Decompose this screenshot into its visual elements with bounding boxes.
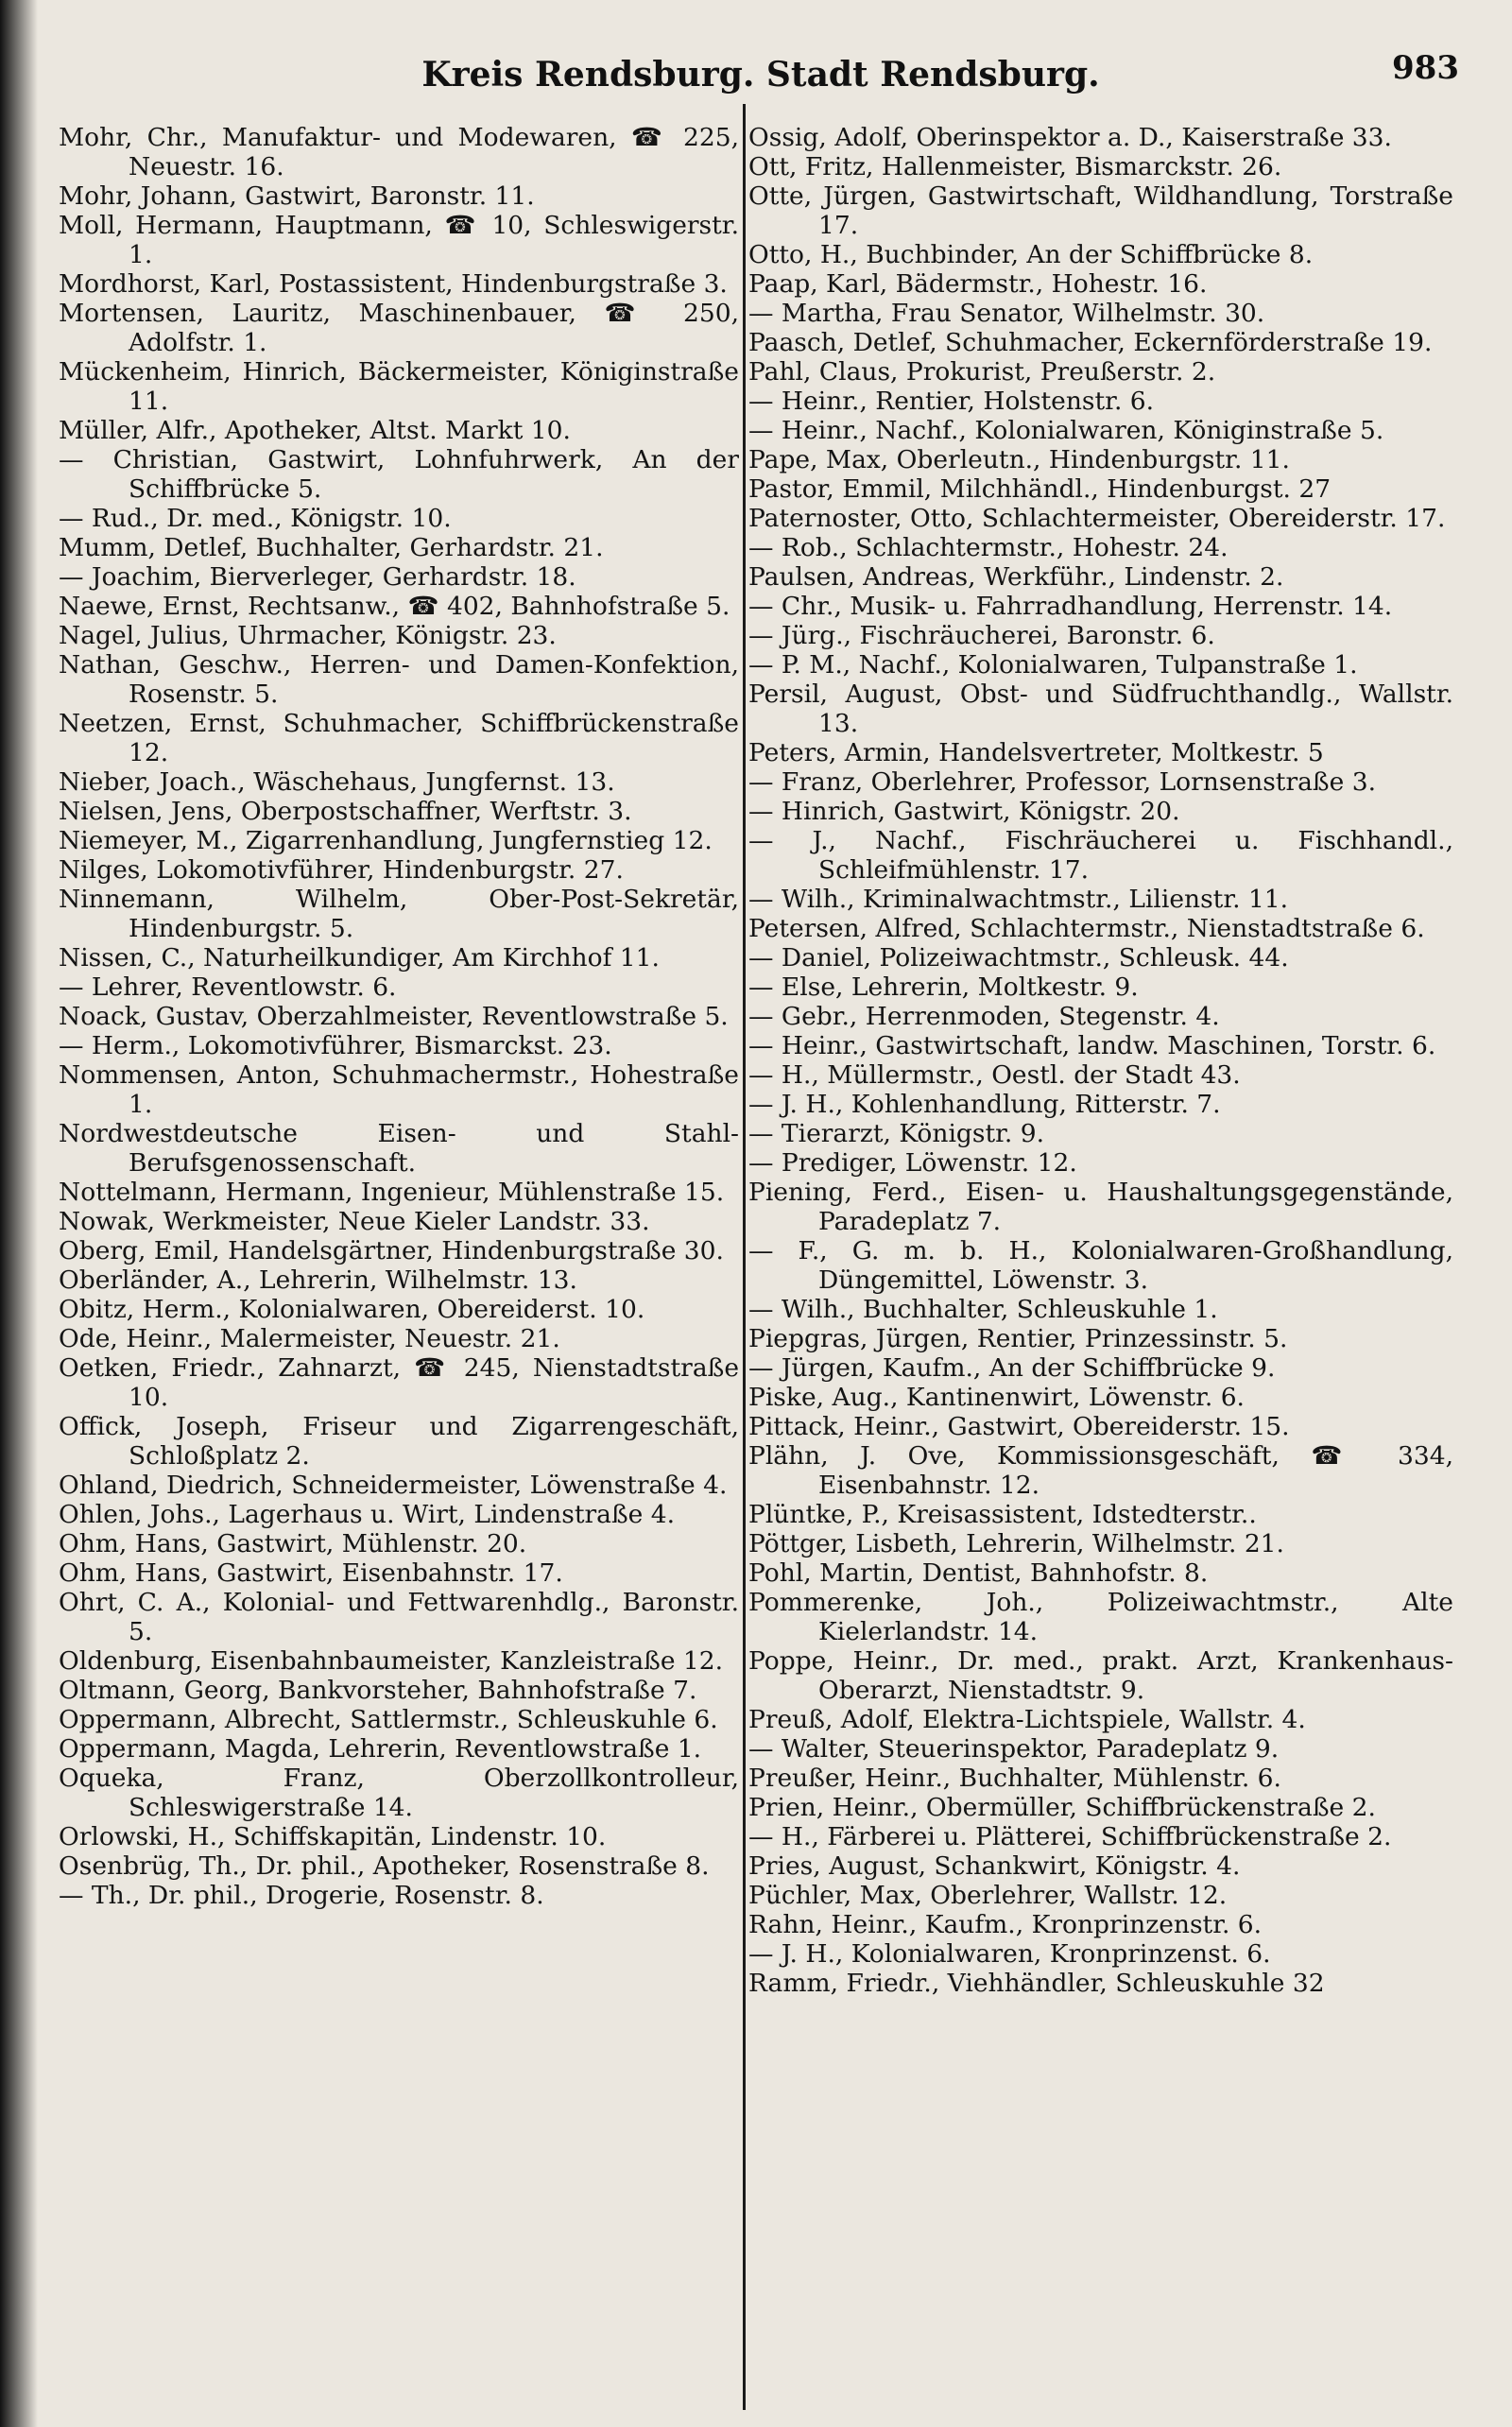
directory-entry: Ossig, Adolf, Oberinspektor a. D., Kaiserstraße 33. xyxy=(748,123,1392,152)
directory-entry: — Rob., Schlachtermstr., Hohestr. 24. xyxy=(748,533,1228,562)
directory-entry: Müller, Alfr., Apotheker, Altst. Markt 10. xyxy=(59,416,571,445)
directory-entry: — Tierarzt, Königstr. 9. xyxy=(748,1119,1045,1148)
directory-entry: — J. H., Kolonialwaren, Kronprinzenst. 6. xyxy=(748,1939,1271,1969)
directory-entry: Moll, Hermann, Hauptmann, ☎ 10, Schleswigerstr. 1. xyxy=(59,211,739,269)
directory-entry: Osenbrüg, Th., Dr. phil., Apotheker, Rosenstraße 8. xyxy=(59,1851,710,1881)
directory-entry: Paulsen, Andreas, Werkführ., Lindenstr. 2. xyxy=(748,562,1284,592)
directory-entry: Nordwestdeutsche Eisen- und Stahl-Berufsgenossenschaft. xyxy=(59,1119,739,1178)
directory-entry: Niemeyer, M., Zigarrenhandlung, Jungfernstieg 12. xyxy=(59,826,713,855)
directory-entry: — Christian, Gastwirt, Lohnfuhrwerk, An der Schiffbrücke 5. xyxy=(59,445,739,504)
directory-entry: Petersen, Alfred, Schlachtermstr., Nienstadtstraße 6. xyxy=(748,914,1425,943)
directory-entry: Neetzen, Ernst, Schuhmacher, Schiffbrückenstraße 12. xyxy=(59,709,739,767)
directory-entry: Noack, Gustav, Oberzahlmeister, Reventlowstraße 5. xyxy=(59,1002,729,1031)
directory-entry: Paasch, Detlef, Schuhmacher, Eckernförderstraße 19. xyxy=(748,328,1433,357)
directory-entry: Mordhorst, Karl, Postassistent, Hindenburgstraße 3. xyxy=(59,269,728,299)
directory-entry: — H., Färberei u. Plätterei, Schiffbrückenstraße 2. xyxy=(748,1822,1392,1851)
column-divider xyxy=(743,104,746,2410)
directory-entry: — H., Müllermstr., Oestl. der Stadt 43. xyxy=(748,1060,1241,1090)
directory-entry: — Prediger, Löwenstr. 12. xyxy=(748,1148,1077,1178)
directory-entry: — Joachim, Bierverleger, Gerhardstr. 18. xyxy=(59,562,576,592)
directory-entry: — Lehrer, Reventlowstr. 6. xyxy=(59,973,397,1002)
directory-entry: Nissen, C., Naturheilkundiger, Am Kirchhof 11. xyxy=(59,943,660,973)
directory-entry: Piepgras, Jürgen, Rentier, Prinzessinstr. 5. xyxy=(748,1324,1288,1353)
directory-entry: Plüntke, P., Kreisassistent, Idstedterstr.. xyxy=(748,1500,1257,1529)
directory-entry: Obitz, Herm., Kolonialwaren, Obereiderst. 10. xyxy=(59,1295,645,1324)
directory-entry: Piening, Ferd., Eisen- u. Haushaltungsgegenstände, Paradeplatz 7. xyxy=(748,1178,1453,1236)
directory-entry: — Gebr., Herrenmoden, Stegenstr. 4. xyxy=(748,1002,1220,1031)
directory-entry: — J. H., Kohlenhandlung, Ritterstr. 7. xyxy=(748,1090,1221,1119)
directory-entry: Rahn, Heinr., Kaufm., Kronprinzenstr. 6. xyxy=(748,1910,1263,1939)
directory-entry: Paternoster, Otto, Schlachtermeister, Obereiderstr. 17. xyxy=(748,504,1446,533)
directory-entry: Otto, H., Buchbinder, An der Schiffbrücke 8. xyxy=(748,240,1314,269)
directory-entry: Oltmann, Georg, Bankvorsteher, Bahnhofstraße 7. xyxy=(59,1676,697,1705)
directory-entry: — Wilh., Buchhalter, Schleuskuhle 1. xyxy=(748,1295,1218,1324)
directory-entry: Mortensen, Lauritz, Maschinenbauer, ☎ 250, Adolfstr. 1. xyxy=(59,299,739,357)
directory-entry: Ohm, Hans, Gastwirt, Mühlenstr. 20. xyxy=(59,1529,527,1558)
directory-entry: — Daniel, Polizeiwachtmstr., Schleusk. 44. xyxy=(748,943,1289,973)
directory-entry: — F., G. m. b. H., Kolonialwaren-Großhandlung, Düngemittel, Löwenstr. 3. xyxy=(748,1236,1453,1295)
directory-entry: Oppermann, Magda, Lehrerin, Reventlowstraße 1. xyxy=(59,1734,702,1764)
directory-entry: Pittack, Heinr., Gastwirt, Obereiderstr. 15. xyxy=(748,1412,1290,1441)
directory-entry: — Heinr., Nachf., Kolonialwaren, Königinstraße 5. xyxy=(748,416,1384,445)
directory-entry: — Th., Dr. phil., Drogerie, Rosenstr. 8. xyxy=(59,1881,544,1910)
directory-entry: Peters, Armin, Handelsvertreter, Moltkestr. 5 xyxy=(748,738,1324,767)
directory-entry: Ramm, Friedr., Viehhändler, Schleuskuhle 32 xyxy=(748,1969,1325,1998)
directory-entry: Pries, August, Schankwirt, Königstr. 4. xyxy=(748,1851,1241,1881)
directory-entry: Ohland, Diedrich, Schneidermeister, Löwenstraße 4. xyxy=(59,1471,728,1500)
directory-entry: — Heinr., Gastwirtschaft, landw. Maschinen, Torstr. 6. xyxy=(748,1031,1436,1060)
directory-entry: Paap, Karl, Bädermstr., Hohestr. 16. xyxy=(748,269,1208,299)
directory-entry: — Herm., Lokomotivführer, Bismarckst. 23. xyxy=(59,1031,612,1060)
directory-entry: Oldenburg, Eisenbahnbaumeister, Kanzleistraße 12. xyxy=(59,1646,724,1676)
page-edge-shadow xyxy=(0,0,38,2427)
directory-entry: Preußer, Heinr., Buchhalter, Mühlenstr. 6. xyxy=(748,1764,1281,1793)
directory-entry: Ode, Heinr., Malermeister, Neuestr. 21. xyxy=(59,1324,560,1353)
directory-entry: Nowak, Werkmeister, Neue Kieler Landstr. 33. xyxy=(59,1207,650,1236)
directory-entry: Piske, Aug., Kantinenwirt, Löwenstr. 6. xyxy=(748,1383,1245,1412)
directory-entry: Mohr, Johann, Gastwirt, Baronstr. 11. xyxy=(59,181,535,211)
directory-entry: — J., Nachf., Fischräucherei u. Fischhandl., Schleifmühlenstr. 17. xyxy=(748,826,1453,885)
directory-entry: Naewe, Ernst, Rechtsanw., ☎ 402, Bahnhofstraße 5. xyxy=(59,592,730,621)
directory-entry: Ninnemann, Wilhelm, Ober-Post-Sekretär, Hindenburgstr. 5. xyxy=(59,885,739,943)
directory-entry: Nottelmann, Hermann, Ingenieur, Mühlenstraße 15. xyxy=(59,1178,725,1207)
directory-entry: — Chr., Musik- u. Fahrradhandlung, Herrenstr. 14. xyxy=(748,592,1393,621)
directory-entry: — Martha, Frau Senator, Wilhelmstr. 30. xyxy=(748,299,1265,328)
directory-entry: Nieber, Joach., Wäschehaus, Jungfernst. 13. xyxy=(59,767,615,797)
directory-entry: Nagel, Julius, Uhrmacher, Königstr. 23. xyxy=(59,621,557,650)
directory-entry: Ohlen, Johs., Lagerhaus u. Wirt, Lindenstraße 4. xyxy=(59,1500,676,1529)
directory-entry: — Jürg., Fischräucherei, Baronstr. 6. xyxy=(748,621,1215,650)
directory-entry: Plähn, J. Ove, Kommissionsgeschäft, ☎ 334, Eisenbahnstr. 12. xyxy=(748,1441,1453,1500)
directory-entry: Oppermann, Albrecht, Sattlermstr., Schleuskuhle 6. xyxy=(59,1705,718,1734)
directory-entry: Nathan, Geschw., Herren- und Damen-Konfektion, Rosenstr. 5. xyxy=(59,650,739,709)
directory-entry: Ott, Fritz, Hallenmeister, Bismarckstr. 26. xyxy=(748,152,1282,181)
directory-entry: Pohl, Martin, Dentist, Bahnhofstr. 8. xyxy=(748,1558,1209,1588)
directory-entry: Oqueka, Franz, Oberzollkontrolleur, Schleswigerstraße 14. xyxy=(59,1764,739,1822)
directory-entry: — Else, Lehrerin, Moltkestr. 9. xyxy=(748,973,1139,1002)
directory-entry: Pape, Max, Oberleutn., Hindenburgstr. 11. xyxy=(748,445,1290,474)
directory-entry: Pöttger, Lisbeth, Lehrerin, Wilhelmstr. 21. xyxy=(748,1529,1284,1558)
directory-entry: Oetken, Friedr., Zahnarzt, ☎ 245, Nienstadtstraße 10. xyxy=(59,1353,739,1412)
directory-entry: — Wilh., Kriminalwachtmstr., Lilienstr. 11. xyxy=(748,885,1289,914)
right-column xyxy=(748,123,1453,2410)
directory-entry: Nilges, Lokomotivführer, Hindenburgstr. 27. xyxy=(59,855,624,885)
page-title: Kreis Rendsburg. Stadt Rendsburg. xyxy=(421,55,1100,95)
directory-entry: Mohr, Chr., Manufaktur- und Modewaren, ☎ 225, Neuestr. 16. xyxy=(59,123,739,181)
directory-entry: Nommensen, Anton, Schuhmachermstr., Hohestraße 1. xyxy=(59,1060,739,1119)
directory-entry: Otte, Jürgen, Gastwirtschaft, Wildhandlung, Torstraße 17. xyxy=(748,181,1453,240)
directory-entry: Ohm, Hans, Gastwirt, Eisenbahnstr. 17. xyxy=(59,1558,563,1588)
directory-entry: — Walter, Steuerinspektor, Paradeplatz 9. xyxy=(748,1734,1280,1764)
directory-entry: Orlowski, H., Schiffskapitän, Lindenstr. 10. xyxy=(59,1822,607,1851)
directory-entry: Nielsen, Jens, Oberpostschaffner, Werftstr. 3. xyxy=(59,797,632,826)
directory-entry: Persil, August, Obst- und Südfruchthandlg., Wallstr. 13. xyxy=(748,680,1453,738)
directory-entry: Pahl, Claus, Prokurist, Preußerstr. 2. xyxy=(748,357,1216,387)
directory-entry: — Jürgen, Kaufm., An der Schiffbrücke 9. xyxy=(748,1353,1276,1383)
directory-entry: — Hinrich, Gastwirt, Königstr. 20. xyxy=(748,797,1180,826)
page-number: 983 xyxy=(1392,49,1459,87)
directory-entry: Oberg, Emil, Handelsgärtner, Hindenburgstraße 30. xyxy=(59,1236,724,1265)
directory-entry: Pommerenke, Joh., Polizeiwachtmstr., Alte Kielerlandstr. 14. xyxy=(748,1588,1453,1646)
directory-entry: Preuß, Adolf, Elektra-Lichtspiele, Wallstr. 4. xyxy=(748,1705,1306,1734)
page-header xyxy=(57,49,1465,106)
directory-entry: Offick, Joseph, Friseur und Zigarrengeschäft, Schloßplatz 2. xyxy=(59,1412,739,1471)
directory-entry: Pastor, Emmil, Milchhändl., Hindenburgst. 27 xyxy=(748,474,1332,504)
directory-entry: Ohrt, C. A., Kolonial- und Fettwarenhdlg., Baronstr. 5. xyxy=(59,1588,739,1646)
directory-entry: Mückenheim, Hinrich, Bäckermeister, Königinstraße 11. xyxy=(59,357,739,416)
directory-entry: Prien, Heinr., Obermüller, Schiffbrückenstraße 2. xyxy=(748,1793,1376,1822)
directory-entry: — P. M., Nachf., Kolonialwaren, Tulpanstraße 1. xyxy=(748,650,1358,680)
directory-entry: Püchler, Max, Oberlehrer, Wallstr. 12. xyxy=(748,1881,1228,1910)
directory-entry: Poppe, Heinr., Dr. med., prakt. Arzt, Krankenhaus-Oberarzt, Nienstadtstr. 9. xyxy=(748,1646,1453,1705)
directory-entry: — Rud., Dr. med., Königstr. 10. xyxy=(59,504,452,533)
directory-entry: — Franz, Oberlehrer, Professor, Lornsenstraße 3. xyxy=(748,767,1377,797)
directory-entry: — Heinr., Rentier, Holstenstr. 6. xyxy=(748,387,1155,416)
directory-entry: Mumm, Detlef, Buchhalter, Gerhardstr. 21. xyxy=(59,533,604,562)
left-column xyxy=(59,123,739,2410)
directory-entry: Oberländer, A., Lehrerin, Wilhelmstr. 13. xyxy=(59,1265,577,1295)
